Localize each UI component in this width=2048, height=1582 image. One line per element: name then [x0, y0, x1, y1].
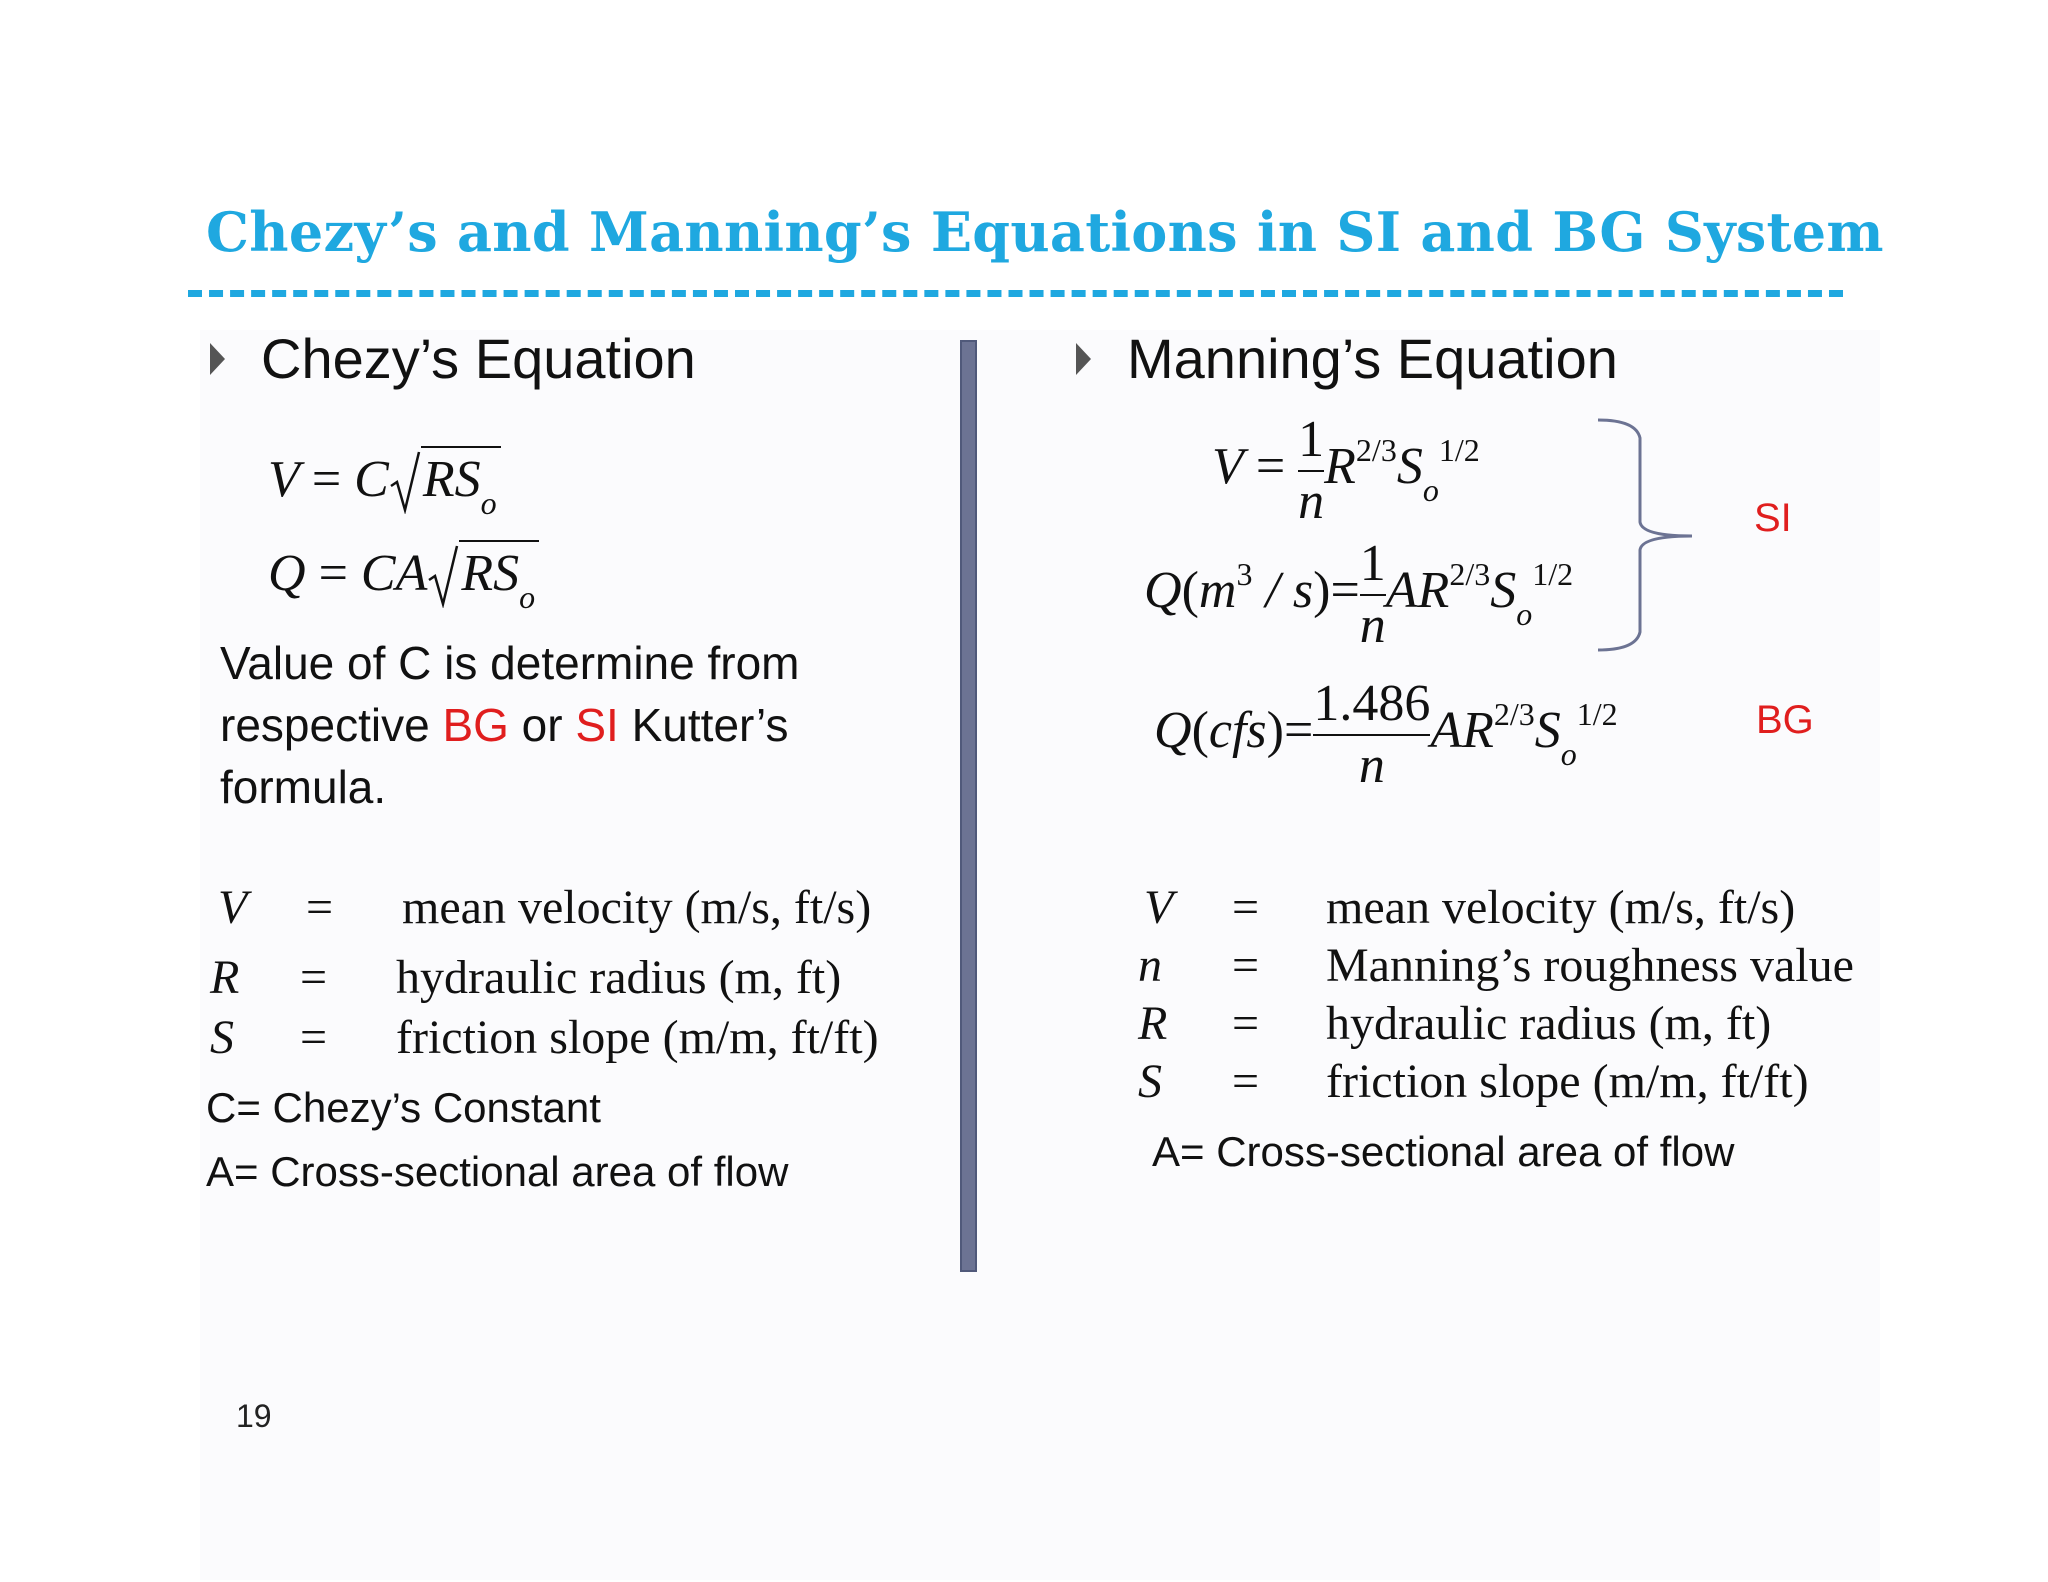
- chezy-heading: [210, 326, 696, 391]
- def-symbol: R: [210, 951, 240, 1004]
- eq-radicand: RS: [422, 451, 481, 508]
- eq-exponent: 2/3: [1449, 555, 1491, 592]
- eq-exponent: 1/2: [1576, 695, 1618, 732]
- fraction: [1313, 676, 1430, 794]
- def-equals: =: [1232, 939, 1260, 992]
- eq-sign: =: [318, 545, 348, 602]
- def-symbol: S: [210, 1011, 234, 1064]
- radical-sign-icon: [427, 544, 459, 608]
- frac-numerator: 1: [1359, 535, 1386, 592]
- def-symbol: n: [1138, 939, 1162, 992]
- si-highlight: SI: [575, 699, 619, 751]
- eq-unit: m: [1198, 561, 1237, 619]
- eq-sign: =: [1255, 437, 1286, 495]
- eq-symbol: V: [1212, 437, 1243, 495]
- def-symbol: S: [1138, 1055, 1162, 1108]
- note-text: or: [508, 699, 576, 751]
- eq-exponent: 3: [1236, 555, 1253, 592]
- bullet-arrow-icon: [210, 343, 225, 375]
- page-number: 19: [236, 1398, 272, 1434]
- manning-heading: [1076, 326, 1618, 391]
- title-dashed-rule: [188, 290, 1843, 297]
- eq-symbol: S: [1490, 561, 1517, 619]
- def-text: friction slope (m/m, ft/ft): [1326, 1055, 1809, 1108]
- eq-sign: =: [1283, 701, 1314, 759]
- def-text: mean velocity (m/s, ft/s): [1326, 881, 1796, 934]
- def-equals: =: [1232, 881, 1260, 934]
- def-text: mean velocity (m/s, ft/s): [402, 881, 872, 934]
- eq-exponent: 1/2: [1438, 431, 1480, 468]
- eq-symbol: C: [354, 451, 389, 508]
- left-area-note: A= Cross-sectional area of flow: [206, 1148, 789, 1195]
- note-text: Kutter’s formula.: [220, 699, 789, 813]
- eq-subscript: o: [480, 485, 497, 521]
- right-area-note: A= Cross-sectional area of flow: [1152, 1128, 1735, 1175]
- bullet-arrow-icon: [1076, 343, 1091, 375]
- eq-symbol: AR: [1430, 701, 1494, 759]
- frac-numerator: 1.486: [1313, 675, 1431, 732]
- eq-sign: =: [311, 451, 342, 508]
- manning-discharge-bg-equation: Q(cfs)= $\frac{1.486}{n}$ $AR^{2/3}S_o^{1/2}$: [1154, 675, 1618, 794]
- eq-symbol: S: [1534, 701, 1561, 759]
- eq-symbol: CA: [360, 545, 428, 602]
- chezy-velocity-equation: [268, 446, 501, 521]
- eq-symbol: S: [1396, 437, 1423, 495]
- frac-denominator: n: [1359, 597, 1386, 654]
- eq-symbol: V: [268, 451, 299, 508]
- chezy-discharge-equation: [268, 540, 539, 615]
- def-text: Manning’s roughness value: [1326, 939, 1854, 992]
- def-text: hydraulic radius (m, ft): [1326, 997, 1772, 1050]
- frac-denominator: n: [1358, 737, 1385, 794]
- eq-symbol: AR: [1385, 561, 1450, 619]
- square-root: [389, 446, 501, 521]
- def-symbol: V: [1144, 881, 1174, 934]
- chezy-heading-text: Chezy’s Equation: [261, 327, 696, 390]
- frac-numerator: 1: [1298, 411, 1325, 468]
- bg-label: BG: [1756, 698, 1814, 742]
- def-equals: =: [300, 951, 328, 1004]
- note-text: Value of C is determine from respective: [220, 637, 800, 751]
- eq-symbol: Q: [268, 545, 306, 602]
- si-label: SI: [1754, 496, 1792, 540]
- eq-subscript: o: [519, 579, 536, 615]
- manning-discharge-si-equation: $Q(m^3 / s)=$ $\frac{1}{n}$ $AR^{2/3}S_o^{1/2}$: [1144, 535, 1574, 654]
- eq-unit: / s: [1252, 561, 1314, 619]
- def-equals: =: [1232, 997, 1260, 1050]
- def-symbol: R: [1138, 997, 1168, 1050]
- right-brace-icon: [1596, 418, 1696, 652]
- fraction: [1360, 536, 1386, 654]
- eq-symbol: R: [1324, 437, 1356, 495]
- square-root: [427, 540, 539, 615]
- eq-subscript: o: [1560, 735, 1577, 772]
- radical-sign-icon: [389, 450, 421, 514]
- eq-exponent: 2/3: [1493, 695, 1535, 732]
- slide-title: Chezy’s and Manning’s Equations in SI and BG System: [206, 200, 1884, 264]
- chezy-constant-note: C= Chezy’s Constant: [206, 1084, 601, 1131]
- def-equals: =: [1232, 1055, 1260, 1108]
- fraction: [1298, 412, 1324, 530]
- eq-exponent: 1/2: [1532, 555, 1574, 592]
- def-equals: =: [300, 1011, 328, 1064]
- frac-denominator: n: [1298, 473, 1325, 530]
- column-divider: [960, 340, 977, 1272]
- eq-symbol: Q: [1144, 561, 1182, 619]
- def-text: hydraulic radius (m, ft): [396, 951, 842, 1004]
- eq-subscript: o: [1422, 471, 1439, 508]
- eq-subscript: o: [1516, 595, 1533, 632]
- def-text: friction slope (m/m, ft/ft): [396, 1011, 879, 1064]
- eq-symbol: Q: [1154, 701, 1192, 759]
- eq-radicand: RS: [461, 545, 520, 602]
- c-value-note: [220, 632, 880, 818]
- manning-heading-text: Manning’s Equation: [1127, 327, 1618, 390]
- eq-sign: =: [1330, 561, 1360, 619]
- eq-unit: cfs: [1208, 701, 1267, 759]
- eq-exponent: 2/3: [1355, 431, 1397, 468]
- manning-velocity-equation: [1212, 412, 1480, 530]
- def-equals: =: [306, 881, 334, 934]
- def-symbol: V: [218, 881, 248, 934]
- bg-highlight: BG: [442, 699, 509, 751]
